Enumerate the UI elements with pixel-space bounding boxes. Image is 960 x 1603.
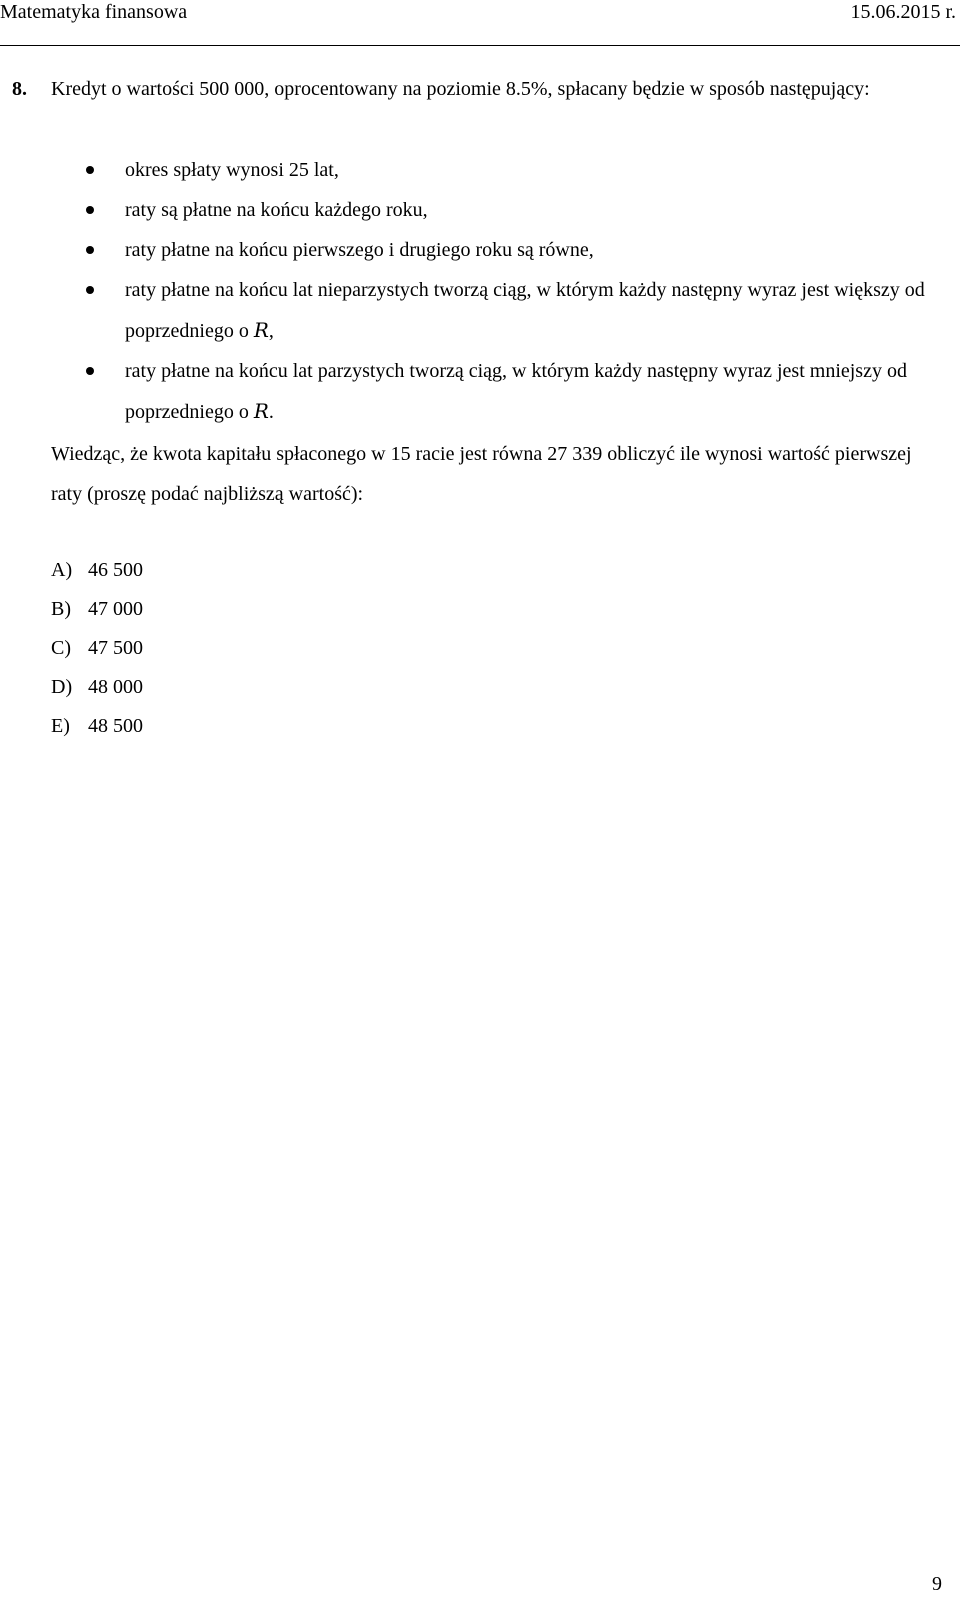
header-divider bbox=[0, 45, 960, 46]
header-date: 15.06.2015 r. bbox=[850, 1, 956, 23]
page-header bbox=[0, 0, 960, 48]
answer-value: 47 500 bbox=[88, 637, 143, 659]
condition-suffix: , bbox=[268, 320, 274, 342]
bullet-icon bbox=[86, 286, 94, 294]
answer-options bbox=[51, 551, 143, 746]
condition-text: raty płatne na końcu lat nieparzystych tworzą ciąg, w którym każdy następny wyraz jest większy od poprzedniego o bbox=[125, 279, 925, 342]
condition-text: raty są płatne na końcu każdego roku, bbox=[125, 199, 428, 221]
bullet-icon bbox=[86, 367, 94, 375]
math-variable: R bbox=[253, 399, 269, 423]
condition-suffix: . bbox=[268, 401, 274, 423]
condition-item bbox=[0, 270, 925, 351]
bullet-icon bbox=[86, 206, 94, 214]
answer-option bbox=[51, 629, 143, 668]
question-number: 8. bbox=[12, 78, 27, 100]
condition-item bbox=[0, 190, 925, 230]
answer-option bbox=[51, 551, 143, 590]
condition-item bbox=[0, 351, 925, 432]
condition-item bbox=[0, 150, 925, 190]
conditions-list bbox=[0, 150, 960, 432]
answer-option bbox=[51, 707, 143, 746]
question-intro: Kredyt o wartości 500 000, oprocentowany na poziomie 8.5%, spłacany będzie w sposób następujący: bbox=[51, 78, 870, 100]
answer-option bbox=[51, 590, 143, 629]
condition-item bbox=[0, 230, 925, 270]
header-title: Matematyka finansowa bbox=[0, 1, 188, 23]
answer-value: 48 500 bbox=[88, 715, 143, 737]
answer-value: 46 500 bbox=[88, 559, 143, 581]
answer-value: 47 000 bbox=[88, 598, 143, 620]
answer-value: 48 000 bbox=[88, 676, 143, 698]
bullet-icon bbox=[86, 246, 94, 254]
bullet-icon bbox=[86, 166, 94, 174]
condition-text: raty płatne na końcu pierwszego i drugiego roku są równe, bbox=[125, 239, 594, 261]
answer-letter: E) bbox=[51, 715, 70, 737]
answer-letter: D) bbox=[51, 676, 73, 698]
question-conclusion: Wiedząc, że kwota kapitału spłaconego w 15 racie jest równa 27 339 obliczyć ile wynosi wartość pierwszej raty (proszę podać najbliższą wartość): bbox=[51, 443, 912, 505]
answer-letter: A) bbox=[51, 559, 73, 581]
page-number: 9 bbox=[932, 1573, 942, 1595]
condition-text: okres spłaty wynosi 25 lat, bbox=[125, 159, 339, 181]
answer-option bbox=[51, 668, 143, 707]
answer-letter: C) bbox=[51, 637, 71, 659]
answer-letter: B) bbox=[51, 598, 71, 620]
condition-text: raty płatne na końcu lat parzystych tworzą ciąg, w którym każdy następny wyraz jest mniejszy od poprzedniego o bbox=[125, 360, 907, 423]
math-variable: R bbox=[253, 318, 269, 342]
